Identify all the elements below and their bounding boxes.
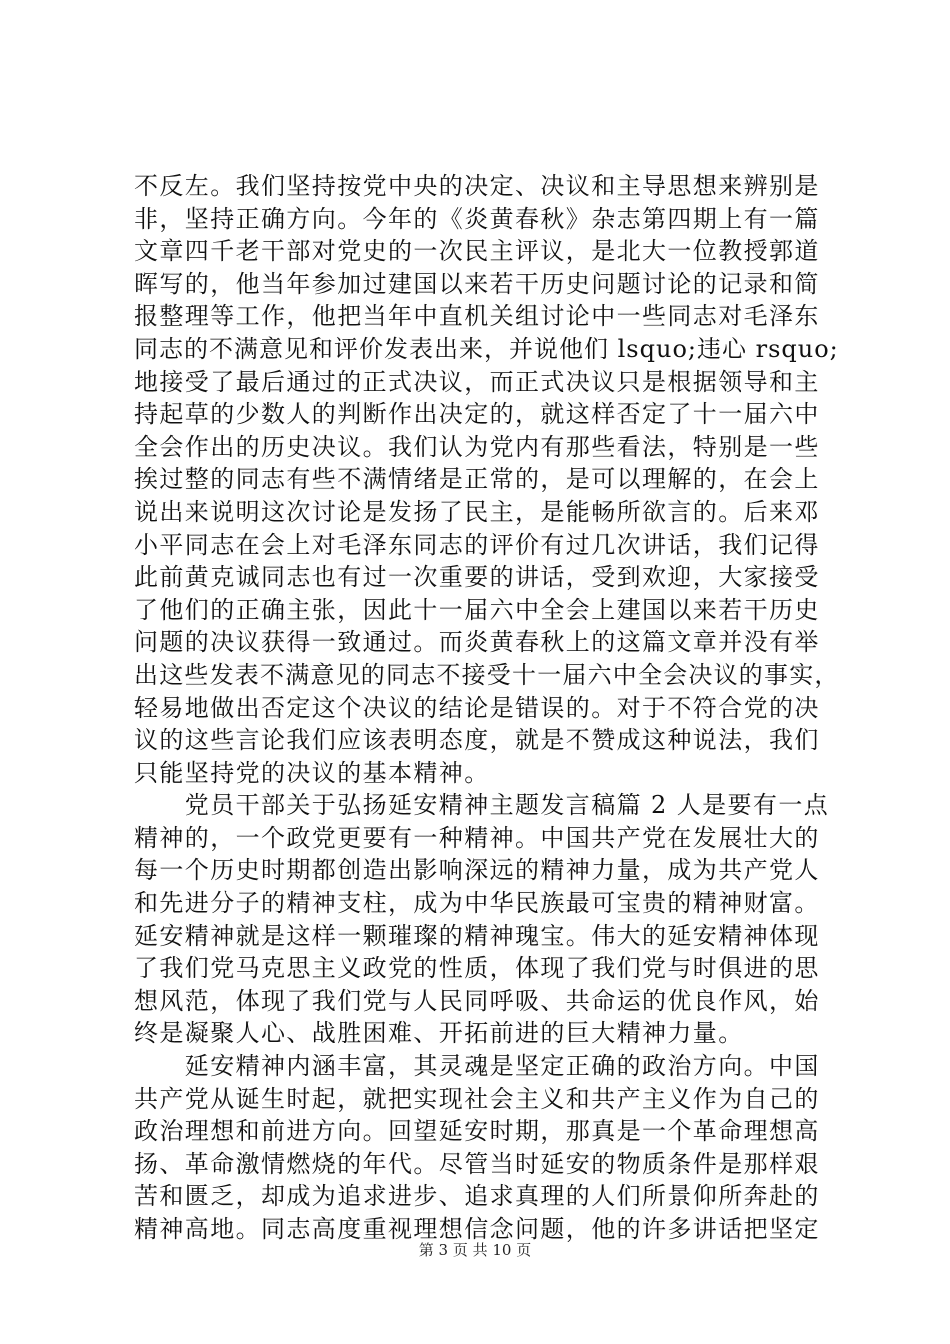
text-line: 扬、革命激情燃烧的年代。尽管当时延安的物质条件是那样艰: [134, 1149, 820, 1178]
text-line: 政治理想和前进方向。回望延安时期，那真是一个革命理想高: [134, 1117, 820, 1146]
page-footer: [0, 1240, 950, 1260]
text-line: 报整理等工作，他把当年中直机关组讨论中一些同志对毛泽东: [134, 302, 820, 331]
text-line: 终是凝聚人心、战胜困难、开拓前进的巨大精神力量。: [134, 1019, 744, 1048]
text-line: 共产党从诞生时起，就把实现社会主义和共产主义作为自己的: [134, 1084, 820, 1113]
text-line: 文章四千老干部对党史的一次民主评议，是北大一位教授郭道: [134, 237, 820, 266]
text-line: 延安精神内涵丰富，其灵魂是坚定正确的政治方向。中国: [134, 1052, 820, 1081]
page-number: 第 3 页 共 10 页: [418, 1241, 532, 1259]
text-line: 想风范，体现了我们党与人民同呼吸、共命运的优良作风，始: [134, 986, 820, 1015]
text-line: 议的这些言论我们应该表明态度，就是不赞成这种说法，我们: [134, 726, 820, 755]
text-line: 挨过整的同志有些不满情绪是正常的，是可以理解的，在会上: [134, 465, 820, 494]
body-text: [134, 170, 840, 1246]
text-line: 出这些发表不满意见的同志不接受十一届六中全会决议的事实，: [134, 660, 840, 689]
text-line: 说出来说明这次讨论是发扬了民主，是能畅所欲言的。后来邓: [134, 497, 820, 526]
text-line: 轻易地做出否定这个决议的结论是错误的。对于不符合党的决: [134, 693, 820, 722]
text-line: 精神高地。同志高度重视理想信念问题，他的许多讲话把坚定: [134, 1215, 820, 1243]
text-line: 全会作出的历史决议。我们认为党内有那些看法，特别是一些: [134, 432, 820, 461]
text-line: 小平同志在会上对毛泽东同志的评价有过几次讲话，我们记得: [134, 530, 820, 559]
text-line: 地接受了最后通过的正式决议，而正式决议只是根据领导和主: [134, 367, 820, 396]
text-line: 问题的决议获得一致通过。而炎黄春秋上的这篇文章并没有举: [134, 628, 820, 657]
text-line: 了我们党马克思主义政党的性质，体现了我们党与时俱进的思: [134, 954, 820, 983]
text-line: 此前黄克诚同志也有过一次重要的讲话，受到欢迎，大家接受: [134, 563, 820, 592]
text-line: 了他们的正确主张，因此十一届六中全会上建国以来若干历史: [134, 595, 820, 624]
text-line: 非，坚持正确方向。今年的《炎黄春秋》杂志第四期上有一篇: [134, 204, 820, 233]
text-line: 持起草的少数人的判断作出决定的，就这样否定了十一届六中: [134, 400, 820, 429]
text-line: 和先进分子的精神支柱，成为中华民族最可宝贵的精神财富。: [134, 889, 820, 918]
text-line: 不反左。我们坚持按党中央的决定、决议和主导思想来辨别是: [134, 172, 820, 200]
text-line: 只能坚持党的决议的基本精神。: [134, 758, 490, 787]
text-line: 同志的不满意见和评价发表出来，并说他们 lsquo;违心 rsquo;: [134, 334, 839, 363]
text-line: 精神的，一个政党更要有一种精神。中国共产党在发展壮大的: [134, 823, 820, 852]
text-line: 晖写的，他当年参加过建国以来若干历史问题讨论的记录和简: [134, 269, 820, 298]
text-line: 党员干部关于弘扬延安精神主题发言稿篇 2 人是要有一点: [134, 791, 830, 820]
text-line: 延安精神就是这样一颗璀璨的精神瑰宝。伟大的延安精神体现: [134, 921, 820, 950]
text-line: 苦和匮乏，却成为追求进步、追求真理的人们所景仰所奔赴的: [134, 1182, 820, 1211]
text-line: 每一个历史时期都创造出影响深远的精神力量，成为共产党人: [134, 856, 820, 885]
